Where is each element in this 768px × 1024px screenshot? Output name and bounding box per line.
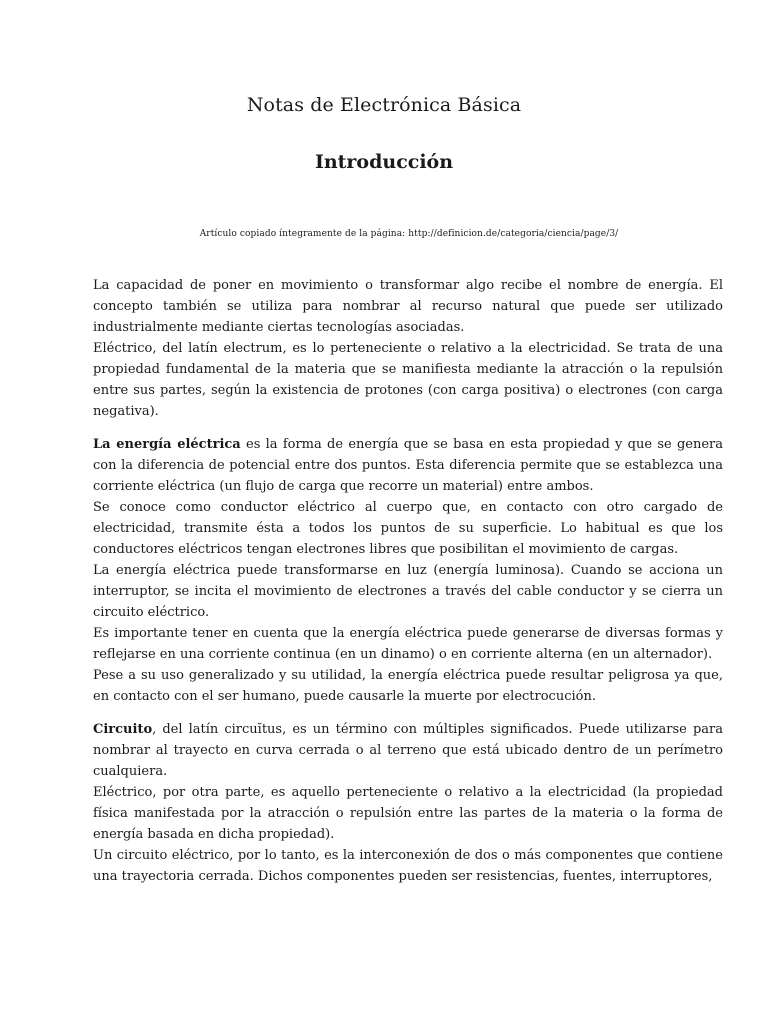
intro-block <box>93 275 723 422</box>
paragraph: Eléctrico, del latín electrum, es lo perteneciente o relativo a la electricidad. Se trata de una propiedad fundamental de la materia que se manifiesta mediante la atracción o la repulsión entre sus partes, según la existencia de protones (con carga positiva) o electrones (con carga negativa). <box>93 341 723 419</box>
paragraph: Pese a su uso generalizado y su utilidad, la energía eléctrica puede resultar peligrosa ya que, en contacto con el ser humano, puede causarle la muerte por electrocución. <box>93 668 723 704</box>
document-title: Notas de Electrónica Básica <box>246 94 522 116</box>
paragraph: Eléctrico, por otra parte, es aquello perteneciente o relativo a la electricidad (la propiedad física manifestada por la atracción o repulsión entre las partes de la materia o la forma de energía basada en dicha propiedad). <box>93 785 723 842</box>
paragraph: Es importante tener en cuenta que la energía eléctrica puede generarse de diversas formas y reflejarse en una corriente continua (en un dinamo) o en corriente alterna (en un alternador). <box>93 626 723 662</box>
paragraph: La capacidad de poner en movimiento o transformar algo recibe el nombre de energía. El concepto también se utiliza para nombrar al recurso natural que puede ser utilizado industrialmente mediante ciertas tecnologías asociadas. <box>93 278 723 335</box>
document-body <box>93 275 723 899</box>
paragraph-text: es la forma de energía que se basa en esta propiedad y que se genera con la diferencia de potencial entre dos puntos. Esta diferencia permite que se establezca una corriente eléctrica (un flujo de carga que recorre un material) entre ambos. <box>93 437 724 494</box>
term-energia-electrica: La energía eléctrica <box>93 437 241 452</box>
paragraph <box>93 434 723 497</box>
paragraph <box>93 719 723 782</box>
paragraph: La energía eléctrica puede transformarse en luz (energía luminosa). Cuando se acciona un interruptor, se incita el movimiento de electrones a través del cable conductor y se cierra un circuito eléctrico. <box>93 563 723 620</box>
section-title: Introducción <box>314 151 454 173</box>
paragraph: Se conoce como conductor eléctrico al cuerpo que, en contacto con otro cargado de electricidad, transmite ésta a todos los puntos de su superficie. Lo habitual es que los conductores eléctricos tengan electrones libres que posibilitan el movimiento de cargas. <box>93 500 723 557</box>
circuito-block <box>93 719 723 887</box>
energia-block <box>93 434 723 707</box>
term-circuito: Circuito <box>93 722 153 737</box>
paragraph-text: , del latín circuĭtus, es un término con múltiples significados. Puede utilizarse para nombrar al trayecto en curva cerrada o al terreno que está ubicado dentro de un perímetro cualquiera. <box>93 722 723 779</box>
source-note: Artículo copiado íntegramente de la página: http://definicion.de/categoria/ciencia/page/3/ <box>199 229 619 239</box>
paragraph: Un circuito eléctrico, por lo tanto, es la interconexión de dos o más componentes que contiene una trayectoria cerrada. Dichos componentes pueden ser resistencias, fuentes, interruptores, <box>93 848 723 884</box>
